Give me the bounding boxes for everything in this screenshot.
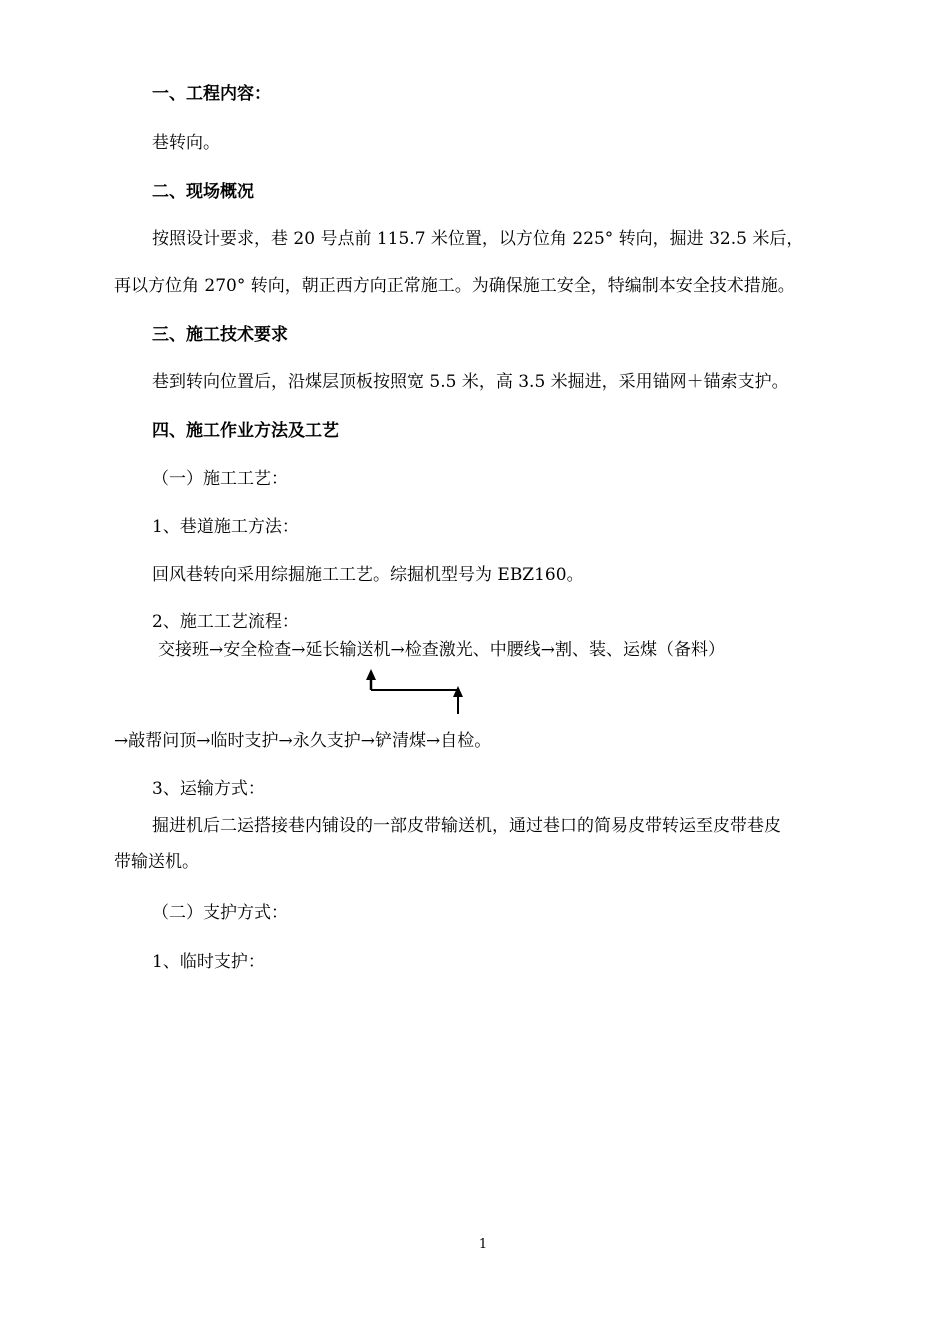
paragraph-site-overview-line2: 再以方位角 270° 转向，朝正西方向正常施工。为确保施工安全，特编制本安全技术措施。 xyxy=(114,276,795,296)
paragraph-transport-method-line1: 掘进机后二运搭接巷内铺设的一部皮带输送机，通过巷口的简易皮带转运至皮带巷皮 xyxy=(152,816,781,836)
section-heading-project-content: 一、工程内容： xyxy=(152,84,271,104)
section-heading-technical-requirements: 三、施工技术要求 xyxy=(152,325,288,345)
section-text-project-content: 巷转向。 xyxy=(152,133,220,153)
item-title-process-flow: 2、施工工艺流程： xyxy=(152,612,299,632)
item-text-roadway-construction: 回风巷转向采用综掘施工工艺。综掘机型号为 EBZ160。 xyxy=(152,565,584,585)
process-flow-line1: 交接班→安全检查→延长输送机→检查激光、中腰线→割、装、运煤（备料） xyxy=(158,640,725,660)
paragraph-transport-method-line2: 带输送机。 xyxy=(114,852,199,872)
section-heading-site-overview: 二、现场概况 xyxy=(152,182,254,202)
flow-arrow-left-head xyxy=(366,669,376,680)
flow-arrow-right-head xyxy=(453,686,463,697)
paragraph-site-overview-line1: 按照设计要求，巷 20 号点前 115.7 米位置，以方位角 225° 转向，掘进 32.5 米后， xyxy=(152,229,804,249)
item-title-roadway-construction: 1、巷道施工方法： xyxy=(152,517,299,537)
subsection-title-construction-process: （一）施工工艺： xyxy=(152,469,288,489)
page-number: 1 xyxy=(478,1237,488,1252)
subsection-title-support-method: （二）支护方式： xyxy=(152,903,288,923)
section-heading-construction-methods: 四、施工作业方法及工艺 xyxy=(152,421,339,441)
process-flow-line2: →敲帮问顶→临时支护→永久支护→铲清煤→自检。 xyxy=(114,731,492,751)
paragraph-technical-requirements: 巷到转向位置后，沿煤层顶板按照宽 5.5 米，高 3.5 米掘进，采用锚网＋锚索支护。 xyxy=(152,372,789,392)
item-title-temporary-support: 1、临时支护： xyxy=(152,952,265,972)
item-title-transport-method: 3、运输方式： xyxy=(152,779,265,799)
